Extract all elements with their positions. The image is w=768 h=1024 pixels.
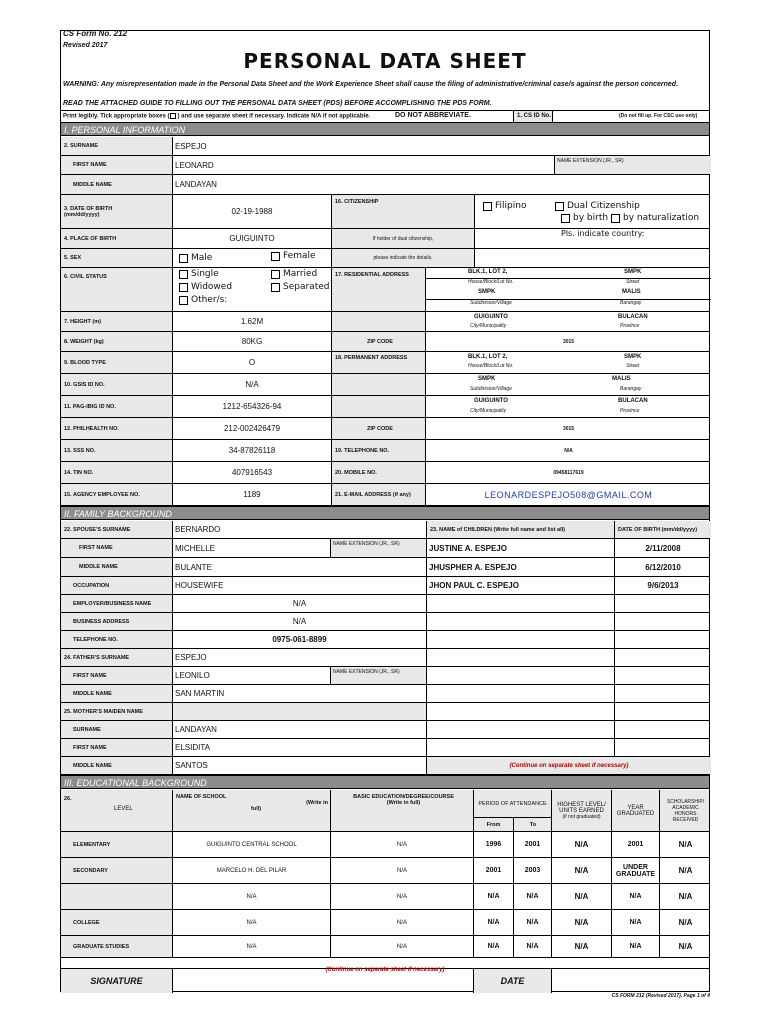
- firstname-row: [61, 156, 709, 175]
- father-middle-field[interactable]: SAN MARTIN: [173, 685, 427, 702]
- weight-row: [61, 332, 709, 352]
- permanent-address-subdivision[interactable]: SMPK MALIS Subdivision/Village Barangay: [470, 376, 642, 392]
- section-educational-background: III. EDUCATIONAL BACKGROUND: [61, 775, 709, 789]
- children-label: 23. NAME of CHILDREN (Write full name and list all): [427, 521, 615, 538]
- spouse-surname-field[interactable]: BERNARDO: [173, 521, 427, 538]
- education-school-cell[interactable]: N/A: [173, 936, 331, 957]
- height-label: 7. HEIGHT (m): [61, 312, 173, 331]
- married-checkbox[interactable]: Married: [271, 269, 317, 279]
- spouse-middle-label: MIDDLE NAME: [61, 558, 173, 576]
- education-to-cell[interactable]: N/A: [514, 910, 552, 935]
- child-dob-3[interactable]: 9/6/2013: [647, 581, 679, 590]
- child-name-5[interactable]: [427, 613, 615, 630]
- residential-address-city[interactable]: GUIGUINTO BULACAN City/Municipality Province: [470, 314, 648, 329]
- civil-status-row: [61, 268, 709, 312]
- spouse-tel-field[interactable]: 0975-061-8899: [173, 631, 427, 648]
- father-surname-label: 24. FATHER'S SURNAME: [61, 649, 173, 666]
- signature-row: [61, 969, 709, 993]
- sex-label: 5. SEX: [61, 249, 173, 267]
- education-from-cell[interactable]: N/A: [474, 910, 514, 935]
- education-row: [61, 832, 709, 858]
- child-dob-7[interactable]: [615, 649, 711, 666]
- child-name-8[interactable]: [427, 667, 615, 684]
- mother-surname-label: SURNAME: [61, 721, 173, 738]
- middlename-row: [61, 175, 709, 195]
- business-address-field[interactable]: N/A: [173, 613, 427, 630]
- telephone-label: 19. TELEPHONE NO.: [332, 440, 426, 461]
- name-extension-field[interactable]: NAME EXTENSION (JR., SR): [555, 156, 711, 174]
- tin-label: 14. TIN NO.: [61, 462, 173, 483]
- agency-field[interactable]: 1189: [173, 484, 332, 505]
- signature-label: SIGNATURE: [61, 969, 173, 993]
- father-first-label: FIRST NAME: [61, 667, 173, 684]
- education-header-row: [61, 790, 709, 832]
- checkbox-icon: [271, 252, 280, 261]
- no-abbreviate: DO NOT ABBREVIATE.: [395, 112, 471, 119]
- cs-id-note: (Do not fill up. For CSC use only): [619, 113, 698, 119]
- pob-field[interactable]: GUIGUINTO: [173, 229, 332, 248]
- child-name-10[interactable]: [427, 703, 615, 720]
- firstname-label: FIRST NAME: [61, 156, 173, 174]
- highest-level-header: HIGHEST LEVEL/ UNITS EARNED (if not graduated): [552, 790, 612, 831]
- firstname-field[interactable]: LEONARD: [173, 156, 555, 174]
- education-course-cell[interactable]: N/A: [331, 858, 474, 883]
- child-name-9[interactable]: [427, 685, 615, 702]
- widowed-checkbox[interactable]: Widowed: [179, 282, 232, 292]
- section-family-background: II. FAMILY BACKGROUND: [61, 506, 709, 520]
- by-birth-checkbox[interactable]: by birth: [561, 213, 608, 223]
- citizenship-label: 16. CITIZENSHIP: [332, 195, 475, 228]
- spouse-tel-label: TELEPHONE NO.: [61, 631, 173, 648]
- gsis-label: 10. GSIS ID NO.: [61, 374, 173, 395]
- child-dob-11[interactable]: [615, 721, 711, 738]
- footer-form-ref: CS FORM 212 (Revised 2017), Page 1 of 4: [611, 993, 710, 999]
- period-header: PERIOD OF ATTENDANCE From To: [474, 790, 552, 831]
- child-name-11[interactable]: [427, 721, 615, 738]
- spouse-surname-row: [61, 521, 709, 539]
- education-honors-cell[interactable]: N/A: [678, 840, 693, 849]
- read-guide-text: READ THE ATTACHED GUIDE TO FILLING OUT THE PERSONAL DATA SHEET (PDS) BEFORE ACCOMPLISHING THE PDS FORM.: [63, 100, 492, 107]
- checkbox-icon: [555, 202, 564, 211]
- cs-id-label: 1. CS ID No.: [513, 111, 553, 122]
- blood-row: [61, 352, 709, 374]
- telephone-field[interactable]: N/A: [564, 447, 573, 454]
- dual-citizenship-checkbox[interactable]: Dual Citizenship: [555, 201, 640, 211]
- pagibig-label: 11. PAG-IBIG ID NO.: [61, 396, 173, 417]
- weight-field[interactable]: 80KG: [173, 332, 332, 351]
- education-from-cell[interactable]: N/A: [474, 936, 514, 957]
- blood-label: 9. BLOOD TYPE: [61, 352, 173, 373]
- education-school-cell[interactable]: GUIGUINTO CENTRAL SCHOOL: [173, 832, 331, 857]
- education-course-cell[interactable]: N/A: [331, 910, 474, 935]
- education-level-cell: ELEMENTARY: [61, 832, 173, 857]
- date-field[interactable]: [552, 969, 711, 993]
- checkbox-icon: [179, 283, 188, 292]
- citizenship-note-2: please indicate the details.: [332, 249, 475, 267]
- to-header: To: [529, 822, 537, 828]
- pagibig-field[interactable]: 1212-654326-94: [173, 396, 332, 417]
- education-level-header: 26. LEVEL: [61, 790, 173, 831]
- education-to-cell[interactable]: 2001: [514, 832, 552, 857]
- child-name-4[interactable]: [427, 595, 615, 612]
- filipino-checkbox[interactable]: Filipino: [483, 201, 526, 211]
- education-honors-cell[interactable]: N/A: [678, 918, 693, 927]
- mother-middle-label: MIDDLE NAME: [61, 757, 173, 774]
- business-address-row: [61, 613, 709, 631]
- child-dob-10[interactable]: [615, 703, 711, 720]
- mobile-label: 20. MOBILE NO.: [332, 462, 426, 483]
- child-name-1[interactable]: JUSTINE A. ESPEJO: [427, 539, 615, 557]
- employer-field[interactable]: N/A: [173, 595, 427, 612]
- education-from-cell[interactable]: 1996: [474, 832, 514, 857]
- education-level-cell: SECONDARY: [61, 858, 173, 883]
- education-continue-row: [61, 958, 709, 973]
- print-instruction: Print legibly. Tick appropriate boxes ( ) and use separate sheet if necessary. Indicate N/A if not applicable.: [63, 113, 371, 120]
- civil-status-label: 6. CIVIL STATUS: [61, 268, 173, 311]
- date-label: DATE: [474, 969, 552, 993]
- separated-checkbox[interactable]: Separated: [271, 282, 329, 292]
- mother-first-field[interactable]: ELSIDITA: [173, 739, 427, 756]
- education-to-cell[interactable]: 2003: [514, 858, 552, 883]
- employer-label: EMPLOYER/BUSINESS NAME: [61, 595, 173, 612]
- child-name-6[interactable]: [427, 631, 615, 648]
- child-dob-4[interactable]: [615, 595, 711, 612]
- child-dob-5[interactable]: [615, 613, 711, 630]
- honors-header: SCHOLARSHIP/ ACADEMIC HONORS RECEIVED: [666, 798, 705, 823]
- section-personal-information: I. PERSONAL INFORMATION: [61, 122, 709, 136]
- education-honors-cell[interactable]: N/A: [678, 892, 693, 901]
- middlename-label: MIDDLE NAME: [61, 175, 173, 194]
- education-row: [61, 936, 709, 958]
- agency-row: [61, 484, 709, 506]
- pls-indicate-country: Pls. indicate country:: [561, 229, 645, 238]
- residential-address-label: 17. RESIDENTIAL ADDRESS: [332, 268, 426, 311]
- education-highest-cell[interactable]: N/A: [552, 936, 612, 957]
- form-number: CS Form No. 212: [63, 29, 128, 38]
- weight-label: 8. WEIGHT (kg): [61, 332, 173, 351]
- civil-status-options: [173, 268, 332, 311]
- spouse-surname-label: 22. SPOUSE'S SURNAME: [61, 521, 173, 538]
- education-year-cell[interactable]: N/A: [612, 884, 660, 909]
- education-course-cell[interactable]: N/A: [331, 884, 474, 909]
- education-highest-cell[interactable]: N/A: [552, 832, 612, 857]
- sex-row: [61, 249, 709, 268]
- education-highest-cell[interactable]: N/A: [552, 910, 612, 935]
- middlename-field[interactable]: LANDAYAN: [175, 180, 217, 189]
- spouse-middle-field[interactable]: BULANTE: [173, 558, 427, 576]
- education-honors-cell[interactable]: N/A: [678, 942, 693, 951]
- checkbox-icon: [271, 270, 280, 279]
- child-dob-8[interactable]: [615, 667, 711, 684]
- education-level-cell: GRADUATE STUDIES: [61, 936, 173, 957]
- spouse-first-label: FIRST NAME: [61, 539, 173, 557]
- warning-text: WARNING: Any misrepresentation made in the Personal Data Sheet and the Work Experience Sheet shall cause the filing of administrative/criminal case/s against the person concerned.: [63, 81, 679, 88]
- father-middle-row: [61, 685, 709, 703]
- mobile-field[interactable]: 09458117619: [553, 469, 584, 476]
- pob-label: 4. PLACE OF BIRTH: [61, 229, 173, 248]
- gsis-row: [61, 374, 709, 396]
- tin-row: [61, 462, 709, 484]
- mother-middle-row: [61, 757, 709, 775]
- business-address-label: BUSINESS ADDRESS: [61, 613, 173, 630]
- citizenship-note-1: If holder of dual citizenship,: [332, 229, 475, 248]
- philhealth-label: 12. PHILHEALTH NO.: [61, 418, 173, 439]
- education-school-cell[interactable]: N/A: [173, 910, 331, 935]
- email-field[interactable]: LEONARDESPEJO508@GMAIL.COM: [484, 489, 653, 500]
- occupation-row: [61, 577, 709, 595]
- education-level-cell: [61, 884, 173, 909]
- education-from-cell[interactable]: N/A: [474, 884, 514, 909]
- perm-zip-field[interactable]: 3015: [562, 425, 575, 432]
- education-year-cell[interactable]: N/A: [612, 910, 660, 935]
- surname-label: 2. SURNAME: [61, 137, 173, 155]
- checkbox-icon: [179, 254, 188, 263]
- father-first-row: [61, 667, 709, 685]
- res-zip-field[interactable]: 3015: [562, 338, 575, 345]
- permanent-address-top[interactable]: BLK.1, LOT 2, SMPK House/Block/Lot No. Street: [468, 354, 642, 369]
- year-graduated-header: YEAR GRADUATED: [612, 790, 660, 831]
- child-dob-6[interactable]: [615, 631, 711, 648]
- checkbox-icon: [271, 283, 280, 292]
- agency-label: 15. AGENCY EMPLOYEE NO.: [61, 484, 173, 505]
- education-year-cell[interactable]: 2001: [612, 832, 660, 857]
- surname-field[interactable]: ESPEJO: [175, 141, 207, 151]
- mother-surname-field[interactable]: LANDAYAN: [173, 721, 427, 738]
- mother-first-label: FIRST NAME: [61, 739, 173, 756]
- child-name-3[interactable]: JHON PAUL C. ESPEJO: [427, 577, 615, 594]
- occupation-label: OCCUPATION: [61, 577, 173, 594]
- from-header: From: [474, 818, 514, 832]
- email-label: 21. E-MAIL ADDRESS (if any): [332, 484, 426, 505]
- education-honors-cell[interactable]: N/A: [678, 866, 693, 875]
- res-zip-label: ZIP CODE: [332, 332, 426, 351]
- education-continue-note: (Continue on separate sheet if necessary): [325, 967, 445, 973]
- education-year-cell[interactable]: N/A: [612, 936, 660, 957]
- spouse-first-field[interactable]: MICHELLE: [173, 539, 331, 557]
- pob-row: [61, 229, 709, 249]
- child-dob-12[interactable]: [615, 739, 711, 756]
- surname-row: [61, 137, 709, 156]
- blood-field[interactable]: O: [173, 352, 332, 373]
- education-to-cell[interactable]: N/A: [514, 936, 552, 957]
- gsis-field[interactable]: N/A: [173, 374, 332, 395]
- single-checkbox[interactable]: Single: [179, 269, 219, 279]
- mother-label-row: [61, 703, 709, 721]
- pagibig-row: [61, 396, 709, 418]
- page-title: PERSONAL DATA SHEET: [243, 49, 527, 73]
- spouse-tel-row: [61, 631, 709, 649]
- philhealth-field[interactable]: 212-002426479: [173, 418, 332, 439]
- education-highest-cell[interactable]: N/A: [552, 884, 612, 909]
- education-row: [61, 858, 709, 884]
- checkbox-icon: [561, 214, 570, 223]
- course-header: BASIC EDUCATION/DEGREE/COURSE (Write in full): [331, 790, 474, 831]
- country-field[interactable]: [475, 249, 711, 267]
- dob-label: 3. DATE OF BIRTH (mm/dd/yyyy): [61, 195, 173, 228]
- checkbox-icon: [483, 202, 492, 211]
- perm-zip-label: ZIP CODE: [332, 418, 426, 439]
- sss-label: 13. SSS NO.: [61, 440, 173, 461]
- citizenship-options: [475, 195, 711, 228]
- philhealth-row: [61, 418, 709, 440]
- education-school-cell[interactable]: N/A: [173, 884, 331, 909]
- child-dob-1[interactable]: 2/11/2008: [645, 543, 681, 553]
- spouse-first-row: [61, 539, 709, 558]
- mother-surname-row: [61, 721, 709, 739]
- tin-field[interactable]: 407916543: [173, 462, 332, 483]
- dob-field[interactable]: 02-19-1988: [173, 195, 332, 228]
- permanent-address-city[interactable]: GUIGUINTO BULACAN City/Municipality Province: [470, 398, 648, 414]
- revised-label: Revised 2017: [63, 42, 108, 49]
- education-school-cell[interactable]: MARCELO H. DEL PILAR: [173, 858, 331, 883]
- child-name-7[interactable]: [427, 649, 615, 666]
- sex-options: [173, 249, 332, 267]
- education-row: [61, 910, 709, 936]
- child-name-2[interactable]: JHUSPHER A. ESPEJO: [427, 558, 615, 576]
- by-naturalization-checkbox[interactable]: by naturalization: [611, 213, 699, 223]
- mother-first-row: [61, 739, 709, 757]
- employer-row: [61, 595, 709, 613]
- child-dob-label: DATE OF BIRTH (mm/dd/yyyy): [615, 521, 711, 538]
- child-dob-9[interactable]: [615, 685, 711, 702]
- occupation-field[interactable]: HOUSEWIFE: [173, 577, 427, 594]
- father-surname-field[interactable]: ESPEJO: [173, 649, 427, 666]
- permanent-address-label: 18. PERMANENT ADDRESS: [332, 352, 426, 373]
- others-checkbox[interactable]: Other/s:: [179, 295, 227, 305]
- print-instruction-row: [61, 110, 709, 121]
- height-field[interactable]: 1.62M: [173, 312, 332, 331]
- checkbox-icon: [179, 270, 188, 279]
- mother-middle-field[interactable]: SANTOS: [173, 757, 427, 774]
- education-highest-cell[interactable]: N/A: [552, 858, 612, 883]
- spouse-name-ext[interactable]: NAME EXTENSION (JR., SR): [331, 539, 427, 557]
- signature-field[interactable]: [173, 969, 474, 993]
- checkbox-icon: [179, 296, 188, 305]
- father-name-ext[interactable]: NAME EXTENSION (JR., SR): [331, 667, 427, 684]
- male-checkbox[interactable]: Male: [179, 253, 212, 263]
- education-course-cell[interactable]: N/A: [331, 936, 474, 957]
- child-dob-2[interactable]: 6/12/2010: [645, 562, 681, 572]
- education-to-cell[interactable]: N/A: [514, 884, 552, 909]
- spouse-middle-row: [61, 558, 709, 577]
- education-year-cell[interactable]: UNDER GRADUATE: [612, 858, 660, 883]
- height-row: [61, 312, 709, 332]
- school-name-header: NAME OF SCHOOL (Write in full): [173, 790, 331, 831]
- education-course-cell[interactable]: N/A: [331, 832, 474, 857]
- father-surname-row: [61, 649, 709, 667]
- checkbox-icon: [611, 214, 620, 223]
- father-middle-label: MIDDLE NAME: [61, 685, 173, 702]
- sss-field[interactable]: 34-87826118: [173, 440, 332, 461]
- female-checkbox[interactable]: Female: [271, 251, 316, 261]
- dob-row: [61, 195, 709, 229]
- father-first-field[interactable]: LEONILO: [173, 667, 331, 684]
- education-row: [61, 884, 709, 910]
- mother-maiden-label: 25. MOTHER'S MAIDEN NAME: [61, 703, 173, 720]
- education-from-cell[interactable]: 2001: [474, 858, 514, 883]
- sss-row: [61, 440, 709, 462]
- family-continue-note: (Continue on separate sheet if necessary): [427, 757, 711, 774]
- child-name-12[interactable]: [427, 739, 615, 756]
- education-level-cell: COLLEGE: [61, 910, 173, 935]
- residential-address-top[interactable]: BLK.1, LOT 2, SMPK House/Block/Lot No. Street SMPK MALIS Subdivision/Village Barangay: [426, 268, 711, 311]
- pds-form: [60, 30, 710, 992]
